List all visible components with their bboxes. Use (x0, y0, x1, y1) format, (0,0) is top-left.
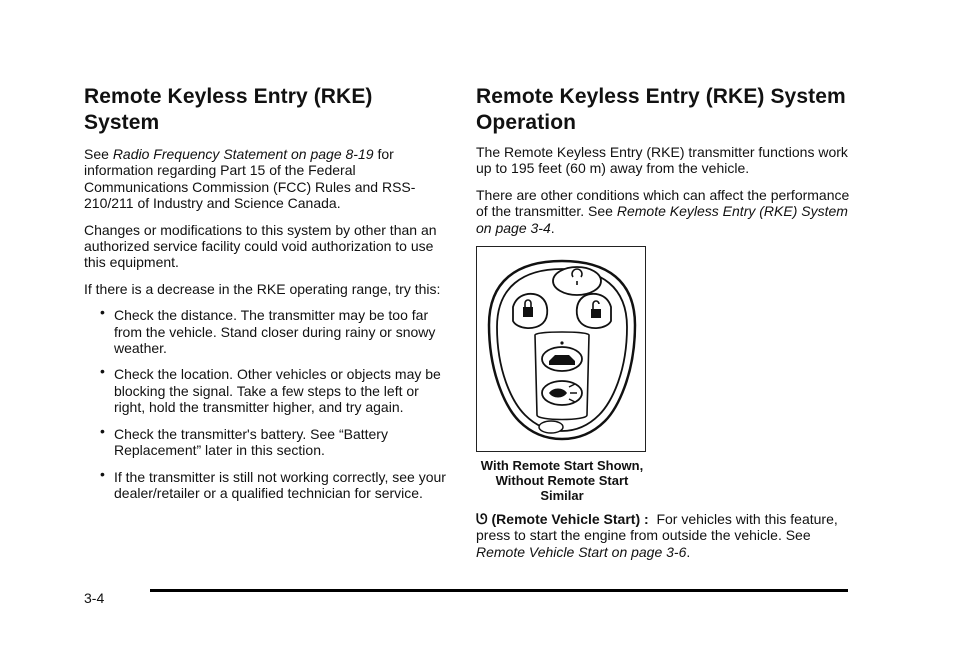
troubleshoot-list (84, 304, 450, 501)
page-number: 3-4 (84, 590, 105, 606)
conditions-text: There are other conditions which can affect the performance of the transmitter. See (476, 186, 850, 220)
list-item (100, 465, 450, 502)
fob-bottom-button (539, 421, 563, 433)
fcc-rest: for information regarding Part 15 of the Federal Communications Commission (FCC) Rules and RSS-210/211 of Industry and Science Canada. (84, 146, 416, 212)
footer-rule (150, 589, 848, 592)
conditions-paragraph (476, 187, 856, 236)
list-item (100, 422, 450, 459)
rke-heading: Remote Keyless Entry (RKE) System (84, 85, 373, 134)
bullet-icon: • (100, 304, 105, 321)
bullet-icon: • (100, 422, 105, 439)
list-item-text: Check the location. Other vehicles or objects may be blocking the signal. Take a few steps to the left or right, hold the transmitter higher, and try again. (114, 366, 441, 416)
remote-vehicle-start-link[interactable]: Remote Vehicle Start on page 3-6 (476, 543, 687, 560)
range-paragraph: If there is a decrease in the RKE operating range, try this: (84, 280, 441, 297)
radio-frequency-link[interactable]: Radio Frequency Statement on page 8-19 (112, 146, 374, 162)
bullet-icon: • (100, 465, 105, 482)
list-item-text: If the transmitter is still not working correctly, see your dealer/retailer or a qualified technician for service. (114, 468, 446, 501)
bullet-icon: • (100, 363, 105, 380)
fcc-paragraph (84, 146, 450, 212)
right-column (476, 84, 856, 570)
left-column (84, 84, 450, 511)
range-info-paragraph: The Remote Keyless Entry (RKE) transmitter functions work up to 195 feet (60 m) away from the vehicle. (476, 144, 848, 177)
remote-start-term: (Remote Vehicle Start) : (491, 511, 649, 528)
caption-line: Without Remote Start (495, 473, 629, 489)
key-fob-illustration (477, 247, 647, 453)
rke-system-link[interactable]: Remote Keyless Entry (RKE) System on page 3-4 (476, 203, 848, 236)
period: . (686, 543, 691, 560)
remote-start-paragraph (476, 511, 856, 560)
modifications-paragraph: Changes or modifications to this system by other than an authorized service facility could void authorization to use this equipment. (84, 221, 437, 271)
see-label: See (84, 146, 109, 162)
period: . (550, 219, 555, 236)
caption-line: With Remote Start Shown, (480, 458, 644, 474)
figure-caption (472, 458, 652, 503)
list-item-text: Check the transmitter's battery. See “Battery Replacement” later in this section. (114, 425, 388, 459)
lock-icon (523, 307, 533, 317)
remote-start-icon: ᘎ (476, 511, 488, 528)
caption-line: Similar (540, 488, 584, 504)
unlock-icon (591, 309, 601, 318)
key-fob-figure (476, 246, 646, 452)
remote-start-text: For vehicles with this feature, press to start the engine from outside the vehicle. See (476, 511, 838, 544)
list-item (100, 304, 450, 357)
list-item (100, 363, 450, 416)
rke-operation-heading: Remote Keyless Entry (RKE) System Operation (476, 85, 846, 134)
list-item-text: Check the distance. The transmitter may be too far from the vehicle. Stand closer during rainy or snowy weather. (114, 307, 436, 357)
